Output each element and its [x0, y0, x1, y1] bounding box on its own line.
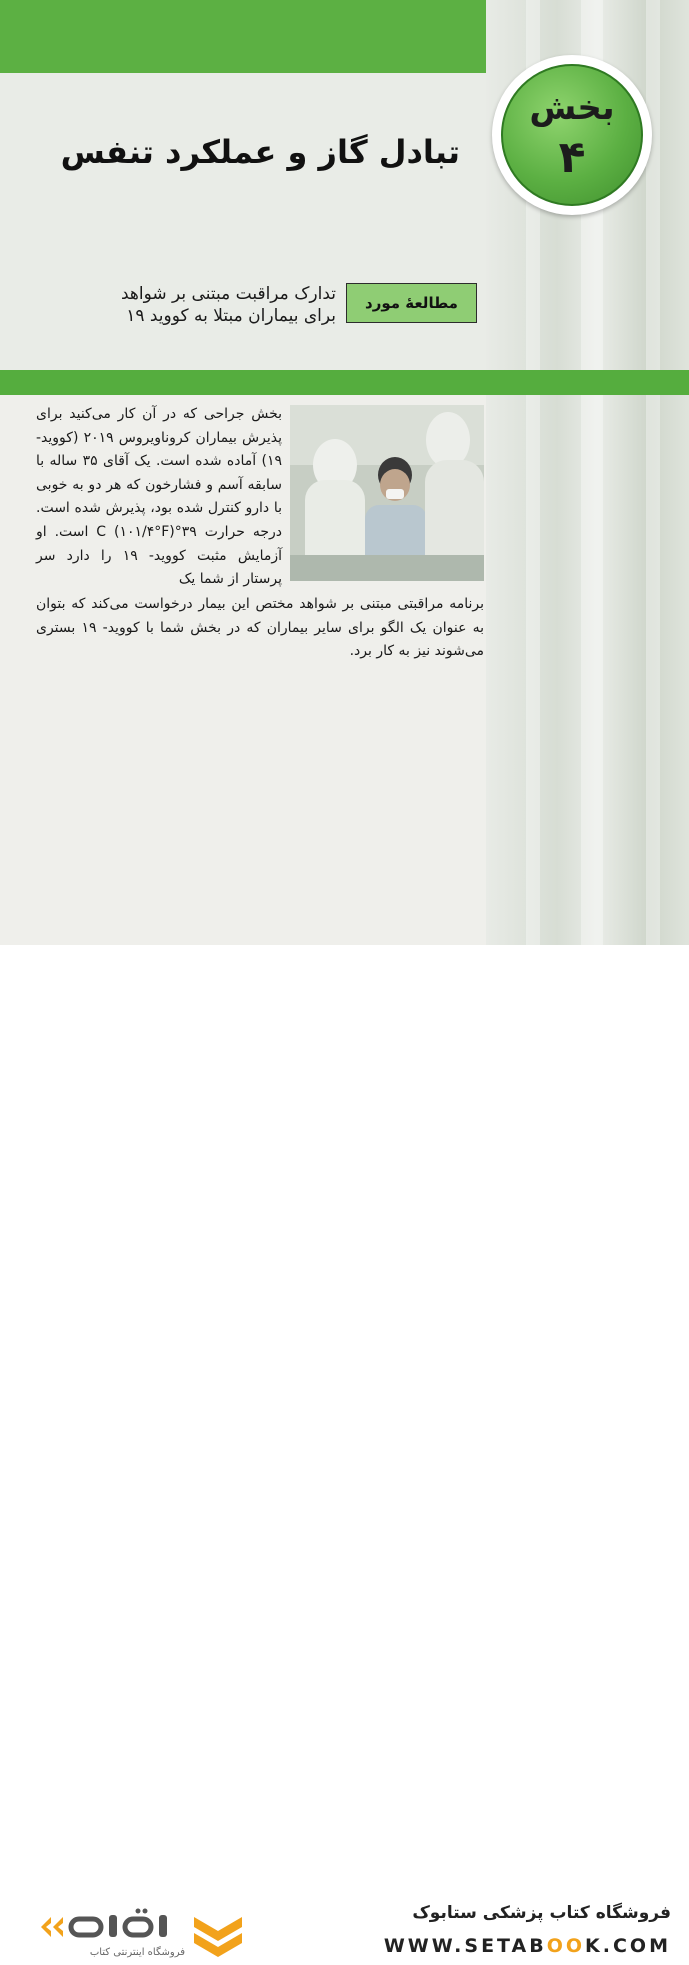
footer-banner [0, 945, 689, 1958]
case-study-label: مطالعهٔ مورد [346, 283, 477, 323]
photo-illustration [290, 405, 484, 581]
badge-number: ۴ [558, 132, 586, 183]
chapter-badge [501, 64, 643, 206]
store-name: فروشگاه کتاب پزشکی ستابوک [412, 1903, 671, 1923]
logo-subtitle: فروشگاه اینترنتی کتاب [89, 1947, 185, 1958]
badge-word: بخش [529, 88, 615, 128]
case-paragraph-1: بخش جراحی که در آن کار می‌کنید برای پذیرش بیماران کروناویروس ۲۰۱۹ (کووید- ۱۹) آماده شده است. یک آقای ۳۵ ساله با سابقه آسم و فشارخون که هر دو به خوبی با دارو کنترل شده بود، پذیرش شده است. درجه حرارت ۳۹°C (۱۰۱/۴°F) است. او آزمایش مثبت کووید- ۱۹ را دارد سر پرستار از شما یک [36, 406, 283, 588]
case-title-line-1: تدارک مراقبت مبتنی بر شواهد [121, 284, 336, 304]
chapter-title: تبادل گاز و عملکرد تنفس [60, 133, 460, 171]
case-paragraph-2: برنامه مراقبتی مبتنی بر شواهد مختص این بیمار درخواست می‌کند که بتوان به عنوان یک الگو برای سایر بیماران که در بخش شما با کووید- ۱۹ بستری می‌شوند نیز به کار برد. [36, 596, 485, 660]
setabook-chevron-logo-icon [190, 1909, 246, 1965]
middle-green-band [0, 370, 689, 395]
setabook-logo-wordmark [35, 1905, 185, 1949]
book-page [0, 0, 689, 945]
case-title-line-2: برای بیماران مبتلا به کووید ۱۹ [126, 306, 336, 326]
store-url[interactable]: WWW.SETABOOK.COM [383, 1935, 671, 1957]
patient-care-photo [290, 405, 484, 581]
case-study-title [36, 283, 336, 327]
